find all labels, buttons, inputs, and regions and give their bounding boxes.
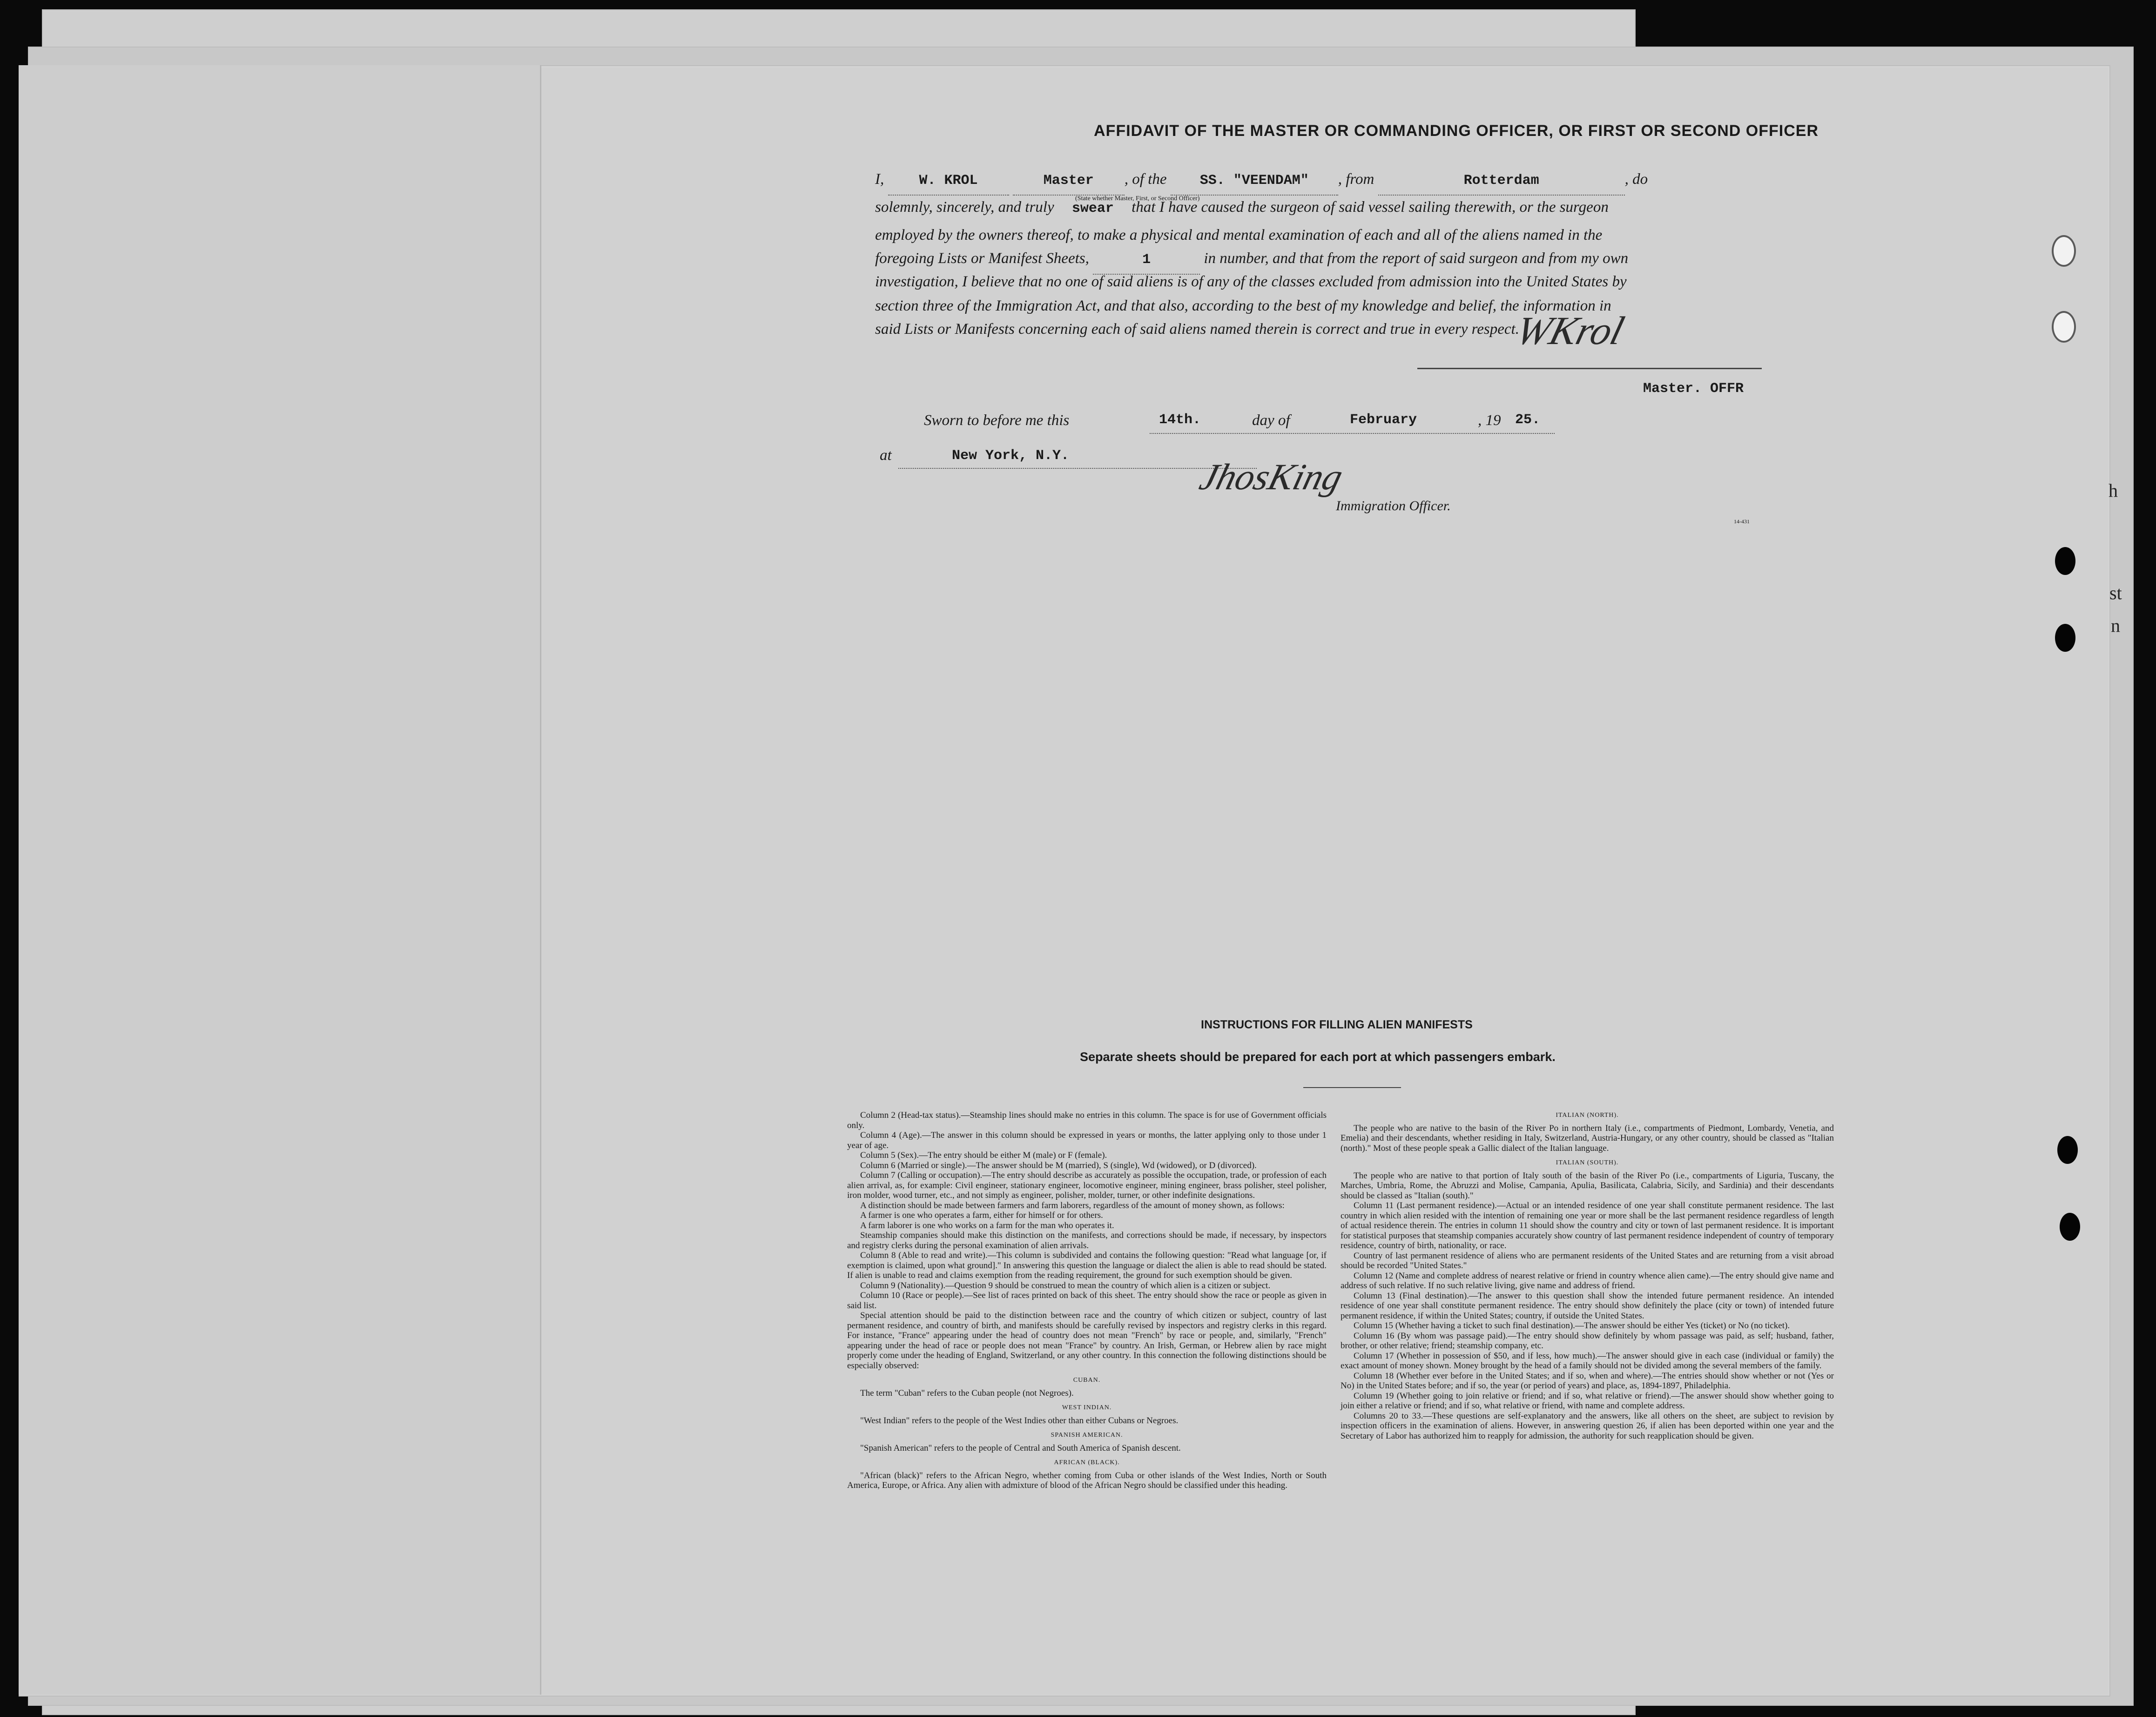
african-heading: AFRICAN (BLACK).: [1054, 1459, 1120, 1466]
binder-hole: [2052, 311, 2076, 343]
instruction-paragraph: A farmer is one who operates a farm, either for himself or for others.: [860, 1210, 1103, 1220]
from-label: , from: [1338, 171, 1374, 188]
instructions-left-column: [847, 1110, 1327, 1491]
instruction-paragraph: Column 16 (By whom was passage paid).—The entry should show definitely by whom passage was paid, as self; husband, father, brother, or other relative; friend; steamship company, etc.: [1341, 1331, 1834, 1351]
binder-hole: [2055, 547, 2075, 575]
sworn-place: New York, N.Y.: [952, 448, 1070, 464]
instruction-paragraph: Column 18 (Whether ever before in the United States; and if so, when and where).—The entries should show whether or not (Yes or No) in the United States before; and if so, the year (or period of years) and place, as, 1894-1897, Philadelphia.: [1341, 1371, 1834, 1391]
signature-line: [1417, 368, 1762, 369]
sheet-count: 1: [1093, 246, 1200, 275]
affidavit-line-6: section three of the Immigration Act, and that also, according to the best of my knowledge and belief, the information in: [875, 297, 1611, 314]
affidavit-line-2: [875, 193, 1609, 223]
day-of-label: day of: [1252, 412, 1290, 429]
spanish-american-heading: SPANISH AMERICAN.: [1051, 1432, 1123, 1439]
officer-title: Immigration Officer.: [1336, 498, 1451, 514]
ship-name: SS. "VEENDAM": [1171, 167, 1338, 196]
instruction-paragraph: Column 10 (Race or people).—See list of races printed on back of this sheet. The entry should show the race or people as given in said list.: [847, 1291, 1327, 1311]
binder-hole: [2055, 624, 2075, 652]
instruction-paragraph: Column 12 (Name and complete address of nearest relative or friend in country whence alien came).—The entry should give name and address of such relative. If no such relative living, give name and address of friend.: [1341, 1271, 1834, 1291]
instruction-paragraph: Column 2 (Head-tax status).—Steamship lines should make no entries in this column. The space is for use of Government officials only.: [847, 1110, 1327, 1130]
instruction-paragraph: Special attention should be paid to the distinction between race and the country of which citizen or subject, country of last permanent residence, and country of birth, and manifests should be carefully revised by inspectors and registry clerks in this regard. For instance, "France" appearing under the head of country does not mean "French" by race or people, and, similarly, "French" appearing under the head of race or people does not mean "France" by country. An Irish, German, or Hebrew alien by race might properly come under the heading of England, Switzerland, or any other country. In this connection the following distinctions should be especially observed:: [847, 1311, 1327, 1371]
instruction-paragraph: A farm laborer is one who works on a farm for the man who operates it.: [860, 1220, 1114, 1230]
port-of-departure: Rotterdam: [1378, 167, 1625, 196]
instructions-right-column: [1341, 1110, 1834, 1441]
sworn-month: February: [1350, 412, 1417, 428]
edge-letter: n: [2111, 615, 2120, 636]
spanish-american-text: "Spanish American" refers to the people of Central and South America of Spanish descent.: [860, 1443, 1181, 1453]
instruction-paragraph: Country of last permanent residence of aliens who are permanent residents of the United States and are returning from a visit abroad should be recorded "United States.": [1341, 1251, 1834, 1271]
instruction-paragraph: Column 19 (Whether going to join relative or friend; and if so, what relative or friend).—The answer should show whether going to join either a relative or friend; and if so, what relative or friend, with name and complete address.: [1341, 1391, 1834, 1411]
affidavit-line-5: investigation, I believe that no one of said aliens is of any of the classes excluded from admission into the United States by: [875, 273, 1627, 290]
instruction-paragraph: The people who are native to that portion of Italy south of the basin of the River Po (i.e., compartments of Liguria, Tuscany, the Marches, Umbria, Rome, the Abruzzi and Molise, Campania, Apulia, Basilicata, Calabria, Sicily, and Sardinia) and their descendants should be classed as "Italian (south).": [1341, 1170, 1834, 1201]
instruction-paragraph: Column 5 (Sex).—The entry should be either M (male) or F (female).: [860, 1150, 1107, 1160]
at-label: at: [880, 447, 892, 464]
west-indian-heading: WEST INDIAN.: [1062, 1404, 1112, 1411]
affidavit-line-7: said Lists or Manifests concerning each of said aliens named therein is correct and true in every respect.: [875, 321, 1519, 338]
instruction-paragraph: Column 15 (Whether having a ticket to such final destination).—The answer should be either Yes (ticket) or No (no ticket).: [1354, 1321, 1790, 1331]
line4-pre: foregoing Lists or Manifest Sheets,: [875, 250, 1089, 267]
african-text: "African (black)" refers to the African Negro, whether coming from Cuba or other islands of the West Indies, North or South America, Europe, or Africa. Any alien with admixture of blood of the African Negro should be classified under this heading.: [847, 1470, 1327, 1490]
left-page: [19, 65, 541, 1695]
instructions-divider: [1303, 1087, 1401, 1088]
instructions-title: INSTRUCTIONS FOR FILLING ALIEN MANIFESTS: [1201, 1018, 1473, 1031]
italian-north-heading: ITALIAN (NORTH).: [1556, 1112, 1619, 1119]
line4-post: in number, and that from the report of said surgeon and from my own: [1204, 250, 1629, 267]
instruction-paragraph: Column 7 (Calling or occupation).—The entry should describe as accurately as possible the occupation, trade, or profession of each alien arrival, as, for example: Civil engineer, stationary engineer, locomotive engineer, mining engineer, brass polisher, steel polisher, iron molder, wood turner, etc., and not simply as engineer, polisher, molder, turner, or other indefinite designations.: [847, 1170, 1327, 1200]
form-number: 14-431: [1734, 518, 1750, 525]
instruction-paragraph: A distinction should be made between farmers and farm laborers, regardless of the amount of money shown, as follows:: [860, 1200, 1285, 1210]
instruction-paragraph: Columns 20 to 33.—These questions are self-explanatory and the answers, like all others on the sheet, are subject to revision by inspection officers in the examination of aliens. However, in answering question 26, if alien has been deported within one year and the Secretary of Labor has authorized him to reapply for admission, the authority for such reapplication should be given.: [1341, 1411, 1834, 1441]
west-indian-text: "West Indian" refers to the people of the West Indies other than either Cubans or Negroes.: [860, 1415, 1179, 1426]
affidavit-line-3: employed by the owners thereof, to make a physical and mental examination of each and all of the aliens named in the: [875, 227, 1603, 243]
sworn-year: 25.: [1515, 412, 1541, 428]
instruction-paragraph: Column 8 (Able to read and write).—This column is subdivided and contains the following question: "Read what language [or, if exemption is claimed, upon what ground]." In answering this question the language or dialect the alien is able to read should be stated. If alien is unable to read and claims exemption from the reading requirement, the ground for such exemption should be given.: [847, 1251, 1327, 1280]
cuban-text: The term "Cuban" refers to the Cuban people (not Negroes).: [860, 1388, 1074, 1398]
swear-post: that I have caused the surgeon of said vessel sailing therewith, or the surgeon: [1132, 199, 1609, 216]
edge-letter: st: [2109, 582, 2122, 603]
master-signature: WKrol: [1511, 308, 1629, 353]
swear-pre: solemnly, sincerely, and truly: [875, 199, 1054, 216]
officer-name: W. KROL: [888, 167, 1009, 196]
edge-letter: h: [2109, 480, 2118, 501]
instruction-paragraph: Column 6 (Married or single).—The answer should be M (married), S (single), Wd (widowed), or D (divorced).: [860, 1160, 1257, 1170]
instruction-paragraph: Column 9 (Nationality).—Question 9 should be construed to mean the country of which alien is a citizen or subject.: [860, 1280, 1271, 1291]
rank-note: (State whether Master, First, or Second Officer): [1075, 195, 1200, 202]
instruction-paragraph: Column 11 (Last permanent residence).—Actual or an intended residence of one year shall constitute permanent residence. The last country in which alien resided with the intention of remaining one year or more shall be the last permanent residence regardless of length of actual residence therein. The entries in column 11 should show the country and city or town of last permanent residence. It is important for statistical purposes that steamship companies accurately show country of last permanent residence independent of country of temporary residence, country of birth, nationality, or race.: [1341, 1201, 1834, 1251]
cuban-heading: CUBAN.: [1073, 1377, 1101, 1384]
binder-hole: [2057, 1136, 2078, 1164]
binder-hole: [2052, 235, 2076, 267]
officer-rank: Master: [1013, 167, 1125, 196]
italian-south-heading: ITALIAN (SOUTH).: [1556, 1159, 1619, 1166]
affidavit-title: AFFIDAVIT OF THE MASTER OR COMMANDING OFFICER, OR FIRST OR SECOND OFFICER: [1094, 122, 1819, 140]
of-the-label: , of the: [1124, 171, 1167, 188]
binder-hole: [2060, 1213, 2080, 1241]
sworn-label: Sworn to before me this: [924, 412, 1070, 429]
signature-title: Master. OFFR: [1643, 381, 1744, 397]
instruction-paragraph: Column 4 (Age).—The answer in this column should be expressed in years or months, the latter applying only to those under 1 year of age.: [847, 1130, 1327, 1150]
sworn-day: 14th.: [1159, 412, 1201, 428]
instructions-subtitle: Separate sheets should be prepared for each port at which passengers embark.: [1080, 1050, 1556, 1064]
instruction-paragraph: Column 17 (Whether in possession of $50, and if less, how much).—The answer should give in each case (individual or family) the exact amount of money shown. Money brought by the head of a family should not be divided among the several members of the family.: [1341, 1351, 1834, 1371]
officer-signature: JhosKing: [1195, 457, 1348, 498]
italian-north-text: The people who are native to the basin of the River Po in northern Italy (i.e., compartments of Piedmont, Lombardy, Venetia, and Emelia) and their descendants, whether residing in Italy, Switzerland, Austria-Hungary, or any other country, should be classed as "Italian (north)." Most of these people speak a Gallic dialect of the Italian language.: [1341, 1123, 1834, 1153]
sworn-date-line: [1150, 433, 1555, 434]
do-label: , do: [1624, 171, 1648, 188]
instruction-paragraph: Column 13 (Final destination).—The answer to this question shall show the intended future permanent residence. An intended residence of one year shall constitute permanent residence. The entry should show definitely the place (city or town) of intended future permanent residence, if within the United States; country, if outside the United States.: [1341, 1291, 1834, 1321]
affidavit-line-1: [875, 165, 1648, 202]
instruction-paragraph: Steamship companies should make this distinction on the manifests, and corrections should be made, if necessary, by inspectors and registry clerks during the personal examination of alien arrivals.: [847, 1230, 1327, 1251]
i-label: I,: [875, 171, 884, 188]
year-prefix: , 19: [1478, 412, 1501, 429]
swear-word: swear: [1071, 201, 1114, 216]
